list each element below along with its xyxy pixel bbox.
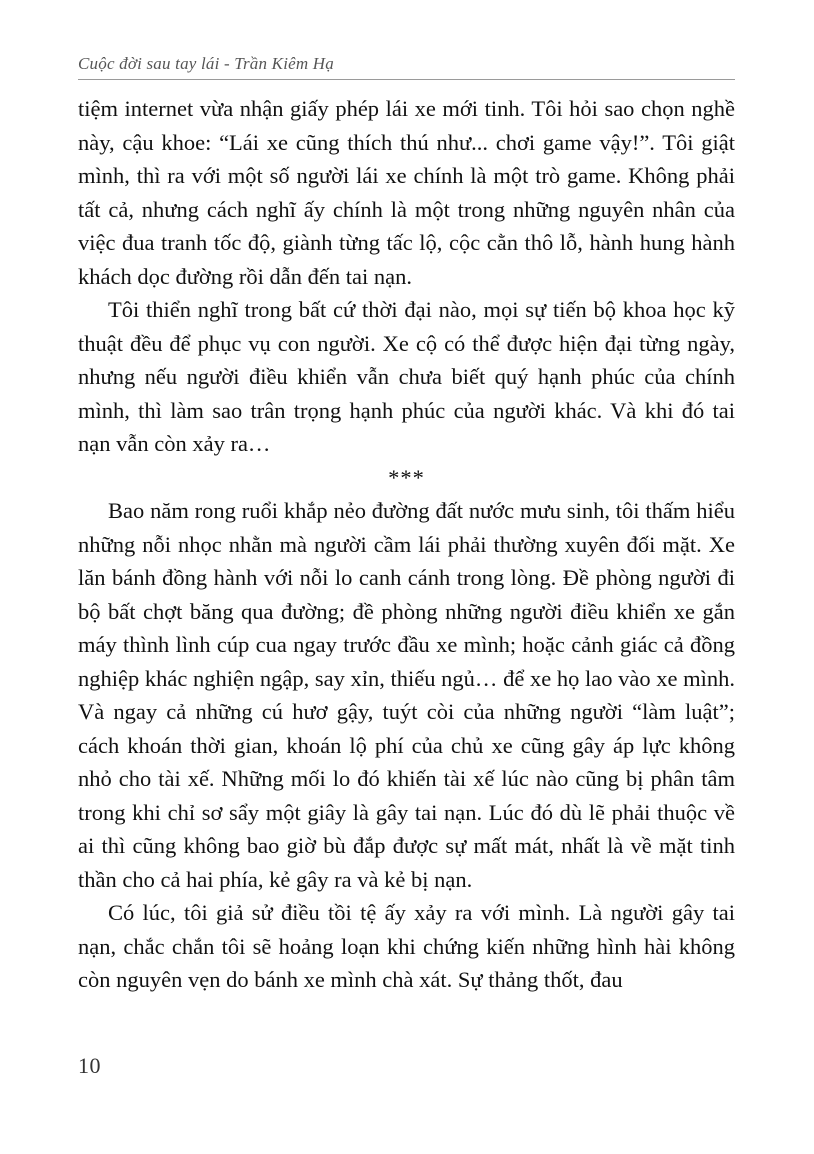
- paragraph-1: tiệm internet vừa nhận giấy phép lái xe mới tinh. Tôi hỏi sao chọn nghề này, cậu khoe: “Lái xe cũng thích thú như... chơi game vậy!”. Tôi giật mình, thì ra với một số người lái xe chính là một trò game. Không phải tất cả, nhưng cách nghĩ ấy chính là một trong những nguyên nhân của việc đua tranh tốc độ, giành từng tấc lộ, cộc cằn thô lỗ, hành hung hành khách dọc đường rồi dẫn đến tai nạn.: [78, 96, 735, 289]
- running-header: Cuộc đời sau tay lái - Trần Kiêm Hạ: [78, 54, 334, 73]
- paragraph-2: Tôi thiển nghĩ trong bất cứ thời đại nào, mọi sự tiến bộ khoa học kỹ thuật đều để phục vụ con người. Xe cộ có thể được hiện đại từng ngày, nhưng nếu người điều khiển vẫn chưa biết quý hạnh phúc của chính mình, thì làm sao trân trọng hạnh phúc của người khác. Và khi đó tai nạn vẫn còn xảy ra…: [78, 297, 735, 456]
- section-separator: ***: [388, 464, 425, 490]
- page-number: 10: [78, 1053, 101, 1078]
- header-divider: [78, 79, 735, 80]
- paragraph-4: Có lúc, tôi giả sử điều tồi tệ ấy xảy ra với mình. Là người gây tai nạn, chắc chắn tôi sẽ hoảng loạn khi chứng kiến những hình hài không còn nguyên vẹn do bánh xe mình chà xát. Sự thảng thốt, đau: [78, 900, 735, 992]
- paragraph-3: Bao năm rong ruổi khắp nẻo đường đất nước mưu sinh, tôi thấm hiểu những nỗi nhọc nhằn mà người cầm lái phải thường xuyên đối mặt. Xe lăn bánh đồng hành với nỗi lo canh cánh trong lòng. Đề phòng người đi bộ bất chợt băng qua đường; đề phòng những người điều khiển xe gắn máy thình lình cúp cua ngay trước đầu xe mình; hoặc cảnh giác cả đồng nghiệp khác nghiện ngập, say xỉn, thiếu ngủ… để xe họ lao vào xe mình. Và ngay cả những cú hươ gậy, tuýt còi của những người “làm luật”; cách khoán thời gian, khoán lộ phí của chủ xe cũng gây áp lực không nhỏ cho tài xế. Những mối lo đó khiến tài xế lúc nào cũng bị phân tâm trong khi chỉ sơ sẩy một giây là gây tai nạn. Lúc đó dù lẽ phải thuộc về ai thì cũng không bao giờ bù đắp được sự mất mát, nhất là về mặt tinh thần cho cả hai phía, kẻ gây ra và kẻ bị nạn.: [78, 498, 735, 892]
- page-body: [78, 92, 735, 997]
